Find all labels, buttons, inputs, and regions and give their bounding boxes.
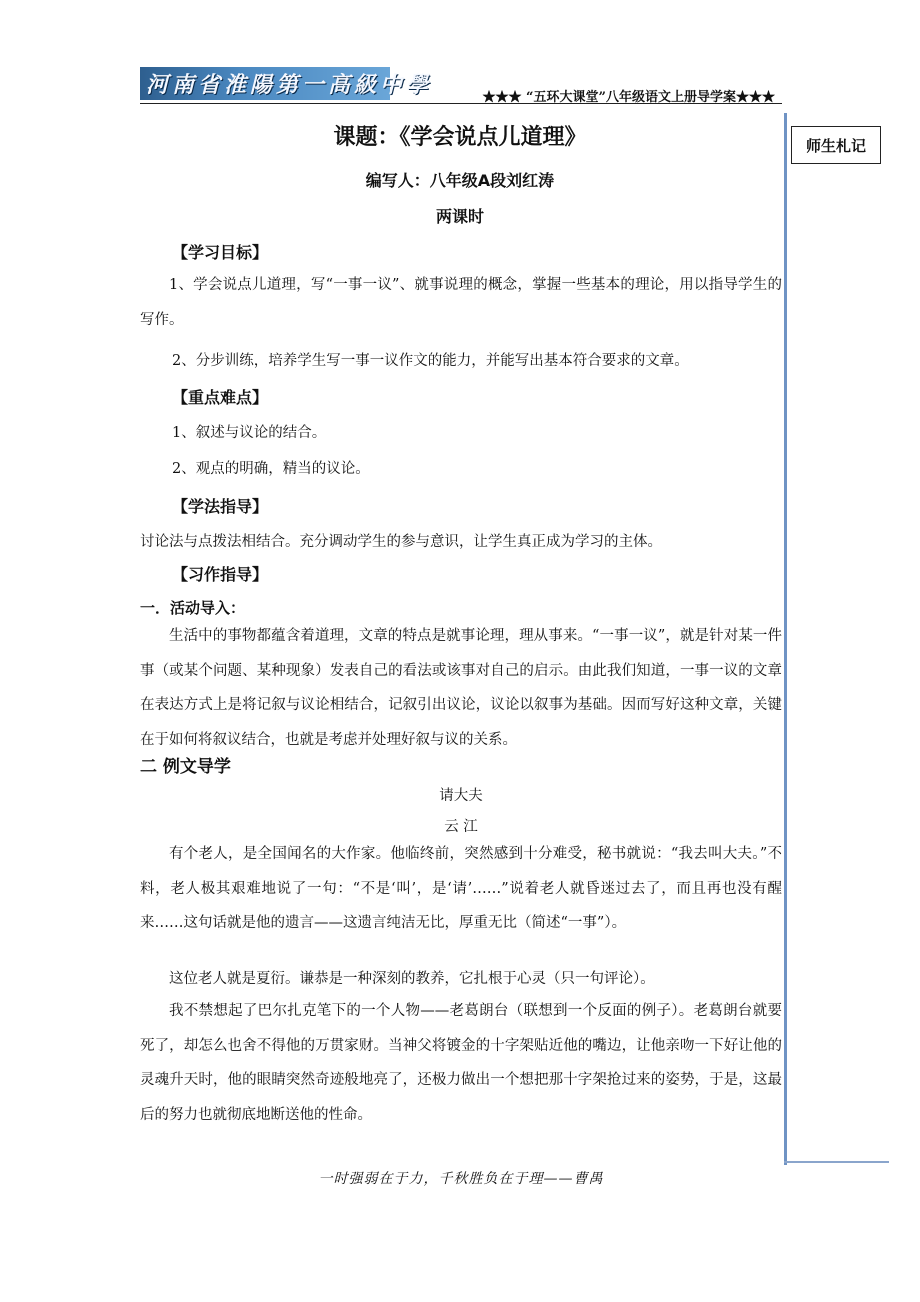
keypoint-item-2: 2、观点的明确，精当的议论。 bbox=[172, 461, 370, 477]
example-section-heading: 二 例文导学 bbox=[140, 757, 231, 777]
header-divider bbox=[140, 103, 782, 104]
margin-bottom-divider bbox=[784, 1161, 889, 1163]
keypoints-heading: 【重点难点】 bbox=[172, 388, 269, 407]
example-title: 请大夫 bbox=[439, 788, 483, 804]
series-title: ★★★ “五环大课堂”八年级语文上册导学案★★★ bbox=[482, 90, 775, 105]
keypoint-item-1: 1、叙述与议论的结合。 bbox=[172, 425, 327, 441]
page-title: 课题：《学会说点儿道理》 bbox=[333, 125, 587, 150]
notes-label: 师生札记 bbox=[805, 136, 866, 155]
duration-line: 两课时 bbox=[435, 207, 484, 226]
activity-heading: 一．活动导入： bbox=[140, 599, 246, 617]
example-paragraph-2: 这位老人就是夏衍。谦恭是一种深刻的教养，它扎根于心灵（只一句评论）。 bbox=[169, 971, 655, 987]
method-text: 讨论法与点拨法相结合。充分调动学生的参与意识，让学生真正成为学习的主体。 bbox=[140, 534, 662, 550]
margin-divider bbox=[784, 113, 787, 1165]
author-line: 编写人：八年级A段刘红涛 bbox=[365, 171, 555, 190]
school-logo-text: 河南省淮陽第一高級中學 bbox=[146, 72, 433, 98]
example-paragraph-3: 我不禁想起了巴尔扎克笔下的一个人物——老葛朗台（联想到一个反面的例子）。老葛朗台就要死了，却怎么也舍不得他的万贯家财。当神父将镀金的十字架贴近他的嘴边，让他亲吻一下好让他的灵魂升天时，他的眼睛突然奇迹般地亮了，还极力做出一个想把那十字架抢过来的姿势，于是，这最后的努力也就彻底地断送他的性命。 bbox=[140, 1003, 782, 1123]
activity-text: 生活中的事物都蕴含着道理，文章的特点是就事论理，理从事来。“一事一议”，就是针对某一件事（或某个问题、某种现象）发表自己的看法或该事对自己的启示。由此我们知道，一事一议的文章在表达方式上是将记叙与议论相结合，记叙引出议论，议论以叙事为基础。因而写好这种文章，关键在于如何将叙议结合，也就是考虑并处理好叙与议的关系。 bbox=[140, 628, 782, 748]
goals-heading: 【学习目标】 bbox=[172, 243, 269, 262]
goal-item-1: 1、学会说点儿道理，写“一事一议”、就事说理的概念，掌握一些基本的理论，用以指导学生的写作。 bbox=[140, 277, 782, 328]
method-heading: 【学法指导】 bbox=[172, 497, 269, 516]
example-author: 云 江 bbox=[444, 819, 478, 835]
notes-label-box bbox=[791, 126, 881, 164]
footer-quote: 一时强弱在于力，千秋胜负在于理——曹禺 bbox=[318, 1171, 604, 1187]
writing-heading: 【习作指导】 bbox=[172, 565, 269, 584]
goal-item-2: 2、分步训练，培养学生写一事一议作文的能力，并能写出基本符合要求的文章。 bbox=[172, 353, 689, 369]
school-logo bbox=[140, 67, 433, 100]
example-paragraph-1: 有个老人，是全国闻名的大作家。他临终前，突然感到十分难受，秘书就说：“我去叫大夫。”不料，老人极其艰难地说了一句：“不是‘叫’，是‘请’……”说着老人就昏迷过去了，而且再也没有醒来……这句话就是他的遗言——这遗言纯洁无比，厚重无比（简述“一事”）。 bbox=[140, 846, 782, 931]
